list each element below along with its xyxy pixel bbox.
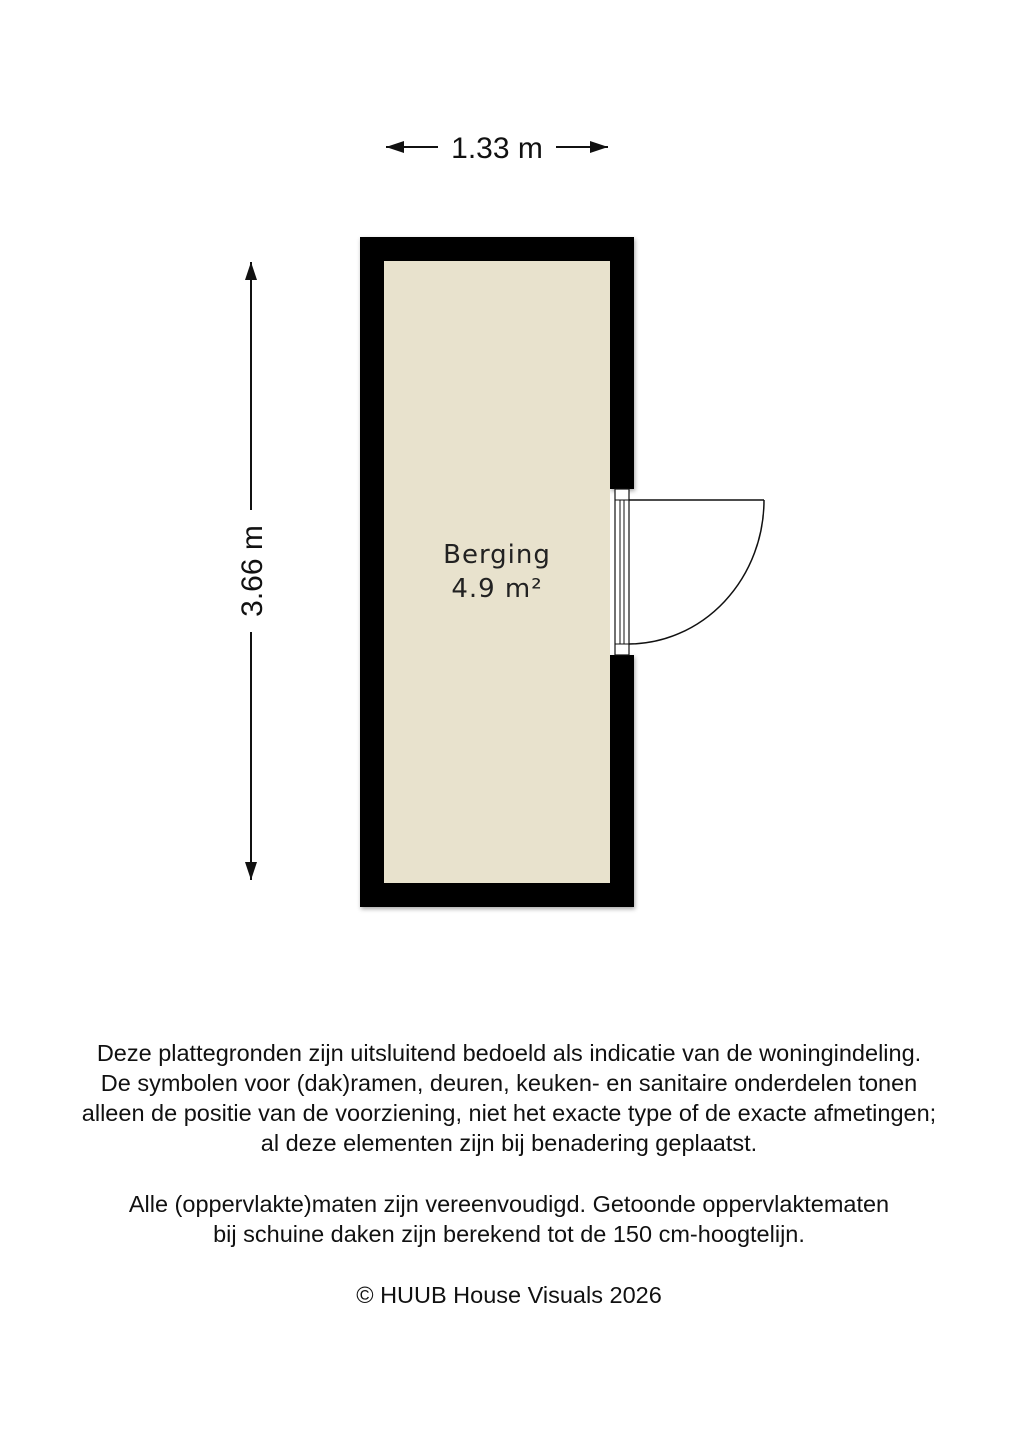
room-area: 4.9 m² (451, 574, 543, 604)
disclaimer-line: al deze elementen zijn bij benadering geplaatst. (260, 1130, 758, 1156)
height-dimension (236, 262, 269, 880)
room-name: Berging (443, 540, 551, 570)
width-dimension (386, 132, 608, 165)
width-dimension-label: 1.33 m (451, 132, 543, 165)
disclaimer-line: Deze plattegronden zijn uitsluitend bedoeld als indicatie van de woningindeling. (96, 1040, 922, 1066)
disclaimer-line: Alle (oppervlakte)maten zijn vereenvoudigd. Getoonde oppervlaktematen (128, 1191, 890, 1217)
copyright-notice (0, 1280, 1018, 1310)
disclaimer-line: alleen de positie van de voorziening, niet het exacte type of de exacte afmetingen; (81, 1100, 937, 1126)
height-dimension-label: 3.66 m (236, 525, 269, 617)
disclaimer-line: bij schuine daken zijn berekend tot de 150 cm-hoogtelijn. (213, 1221, 805, 1247)
disclaimer-paragraph-2 (0, 1189, 1018, 1249)
room-floor (384, 261, 610, 883)
disclaimer-paragraph-1 (0, 1038, 1018, 1158)
door-swing-arc (629, 500, 764, 644)
disclaimer-line: De symbolen voor (dak)ramen, deuren, keuken- en sanitaire onderdelen tonen (100, 1070, 918, 1096)
door (615, 489, 764, 655)
copyright-text: © HUUB House Visuals 2026 (356, 1282, 662, 1308)
